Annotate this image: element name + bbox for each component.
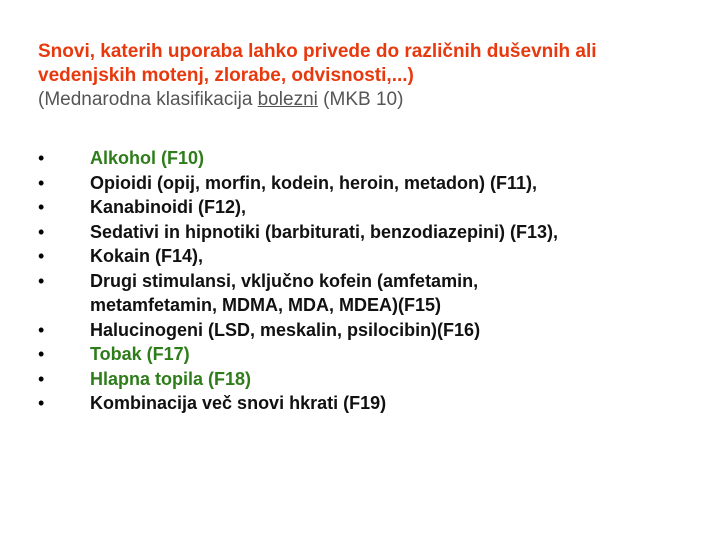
list-item-text-continued: metamfetamin, MDMA, MDA, MDEA)(F15) <box>90 295 442 315</box>
subtitle-link-bolezni[interactable]: bolezni <box>257 89 318 110</box>
bullet-icon: • <box>38 221 45 242</box>
subtitle-text-after: (MKB 10) <box>317 89 404 110</box>
bullet-icon: • <box>38 344 45 364</box>
list-item-kanabinoidi <box>38 195 678 220</box>
slide-header <box>38 40 698 112</box>
list-item-text: Kombinacija več snovi hkrati (F19) <box>90 393 387 413</box>
list-item-alkohol <box>38 146 678 171</box>
list-item-kombinacija <box>38 391 678 416</box>
slide-title <box>38 40 698 88</box>
list-item-halucinogeni <box>38 318 678 343</box>
list-item-text: Sedativi in hipnotiki (barbiturati, benzodiazepini) (F13), <box>90 221 559 242</box>
list-item-tobak <box>38 342 678 367</box>
list-item-sedativi <box>38 220 678 245</box>
list-item-opioidi <box>38 171 678 196</box>
bullet-icon: • <box>38 197 45 217</box>
bullet-icon: • <box>38 368 45 389</box>
list-item-text: Alkohol (F10) <box>90 148 205 168</box>
list-item-hlapna-topila <box>38 367 678 392</box>
bullet-icon: • <box>38 246 45 266</box>
bullet-icon: • <box>38 270 45 291</box>
list-item-text: Tobak (F17) <box>90 344 190 364</box>
list-item-text: Drugi stimulansi, vključno kofein (amfetamin, <box>90 270 479 291</box>
title-line-2: vedenjskih motenj, zlorabe, odvisnosti,...) <box>38 65 414 86</box>
subtitle-text-before: (Mednarodna klasifikacija <box>38 89 258 110</box>
list-item-text: Opioidi (opij, morfin, kodein, heroin, metadon) (F11), <box>90 172 538 193</box>
list-item-stimulansi <box>38 269 678 318</box>
list-item-text: Hlapna topila (F18) <box>90 368 252 389</box>
list-item-text: Kokain (F14), <box>90 246 204 266</box>
bullet-icon: • <box>38 148 45 168</box>
list-item-text: Kanabinoidi (F12), <box>90 197 247 217</box>
list-item-kokain <box>38 244 678 269</box>
title-line-1: Snovi, katerih uporaba lahko privede do različnih duševnih ali <box>38 41 597 62</box>
subtitle <box>38 88 698 112</box>
bullet-icon: • <box>38 319 45 340</box>
substance-list <box>38 146 678 416</box>
list-item-text: Halucinogeni (LSD, meskalin, psilocibin)(F16) <box>90 319 481 340</box>
bullet-icon: • <box>38 393 45 413</box>
bullet-icon: • <box>38 172 45 193</box>
